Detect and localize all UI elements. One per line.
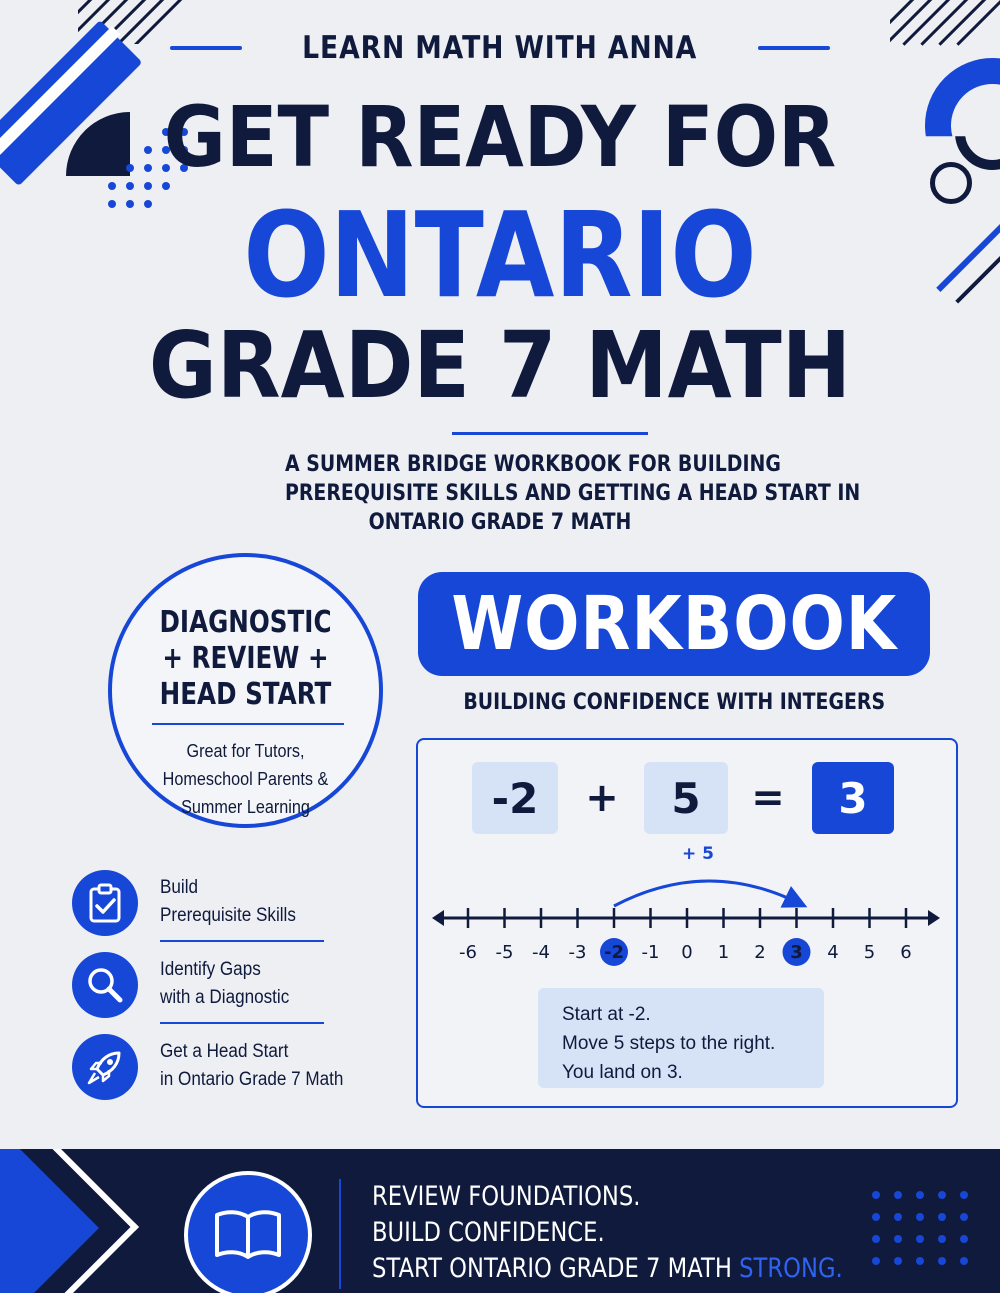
footer-slogan [372,1179,932,1287]
badge-subtext-line: Summer Learning [181,797,310,817]
decoration-dot [872,1257,880,1265]
explanation-line: Move 5 steps to the right. [562,1033,776,1054]
number-line-arrow-left [432,910,444,926]
equation-operand-a: -2 [472,762,558,834]
equation-plus: + [585,775,619,821]
feature-text-line: with a Diagnostic [160,987,290,1008]
equation-operand-b: 5 [644,762,728,834]
title-divider [452,432,648,435]
decoration-dot [894,1257,902,1265]
number-line [428,870,948,980]
decoration-dot [916,1213,924,1221]
footer-banner [0,1149,1000,1293]
badge-heading-line: HEAD START [159,677,332,712]
chevron-outline-decoration [0,1149,139,1293]
decoration-dot [916,1191,924,1199]
decoration-dot [916,1257,924,1265]
decoration-dot [938,1257,946,1265]
title-line-2: ONTARIO [243,186,757,324]
number-line-tick-label: -2 [604,942,624,963]
explanation-line: You land on 3. [562,1062,683,1083]
number-line-tick-label: 3 [790,942,803,963]
title-line-3: GRADE 7 MATH [148,312,852,419]
number-line-tick-label: 0 [681,942,693,963]
decoration-dot [960,1191,968,1199]
title-line-1: GET READY FOR [163,88,837,186]
rocket-icon [72,1034,138,1100]
badge-subtext [112,737,379,821]
magnifier-icon [72,952,138,1018]
decoration-dot [872,1213,880,1221]
footer-line-3-prefix: START ONTARIO GRADE 7 MATH [372,1253,740,1284]
decoration-dot [938,1235,946,1243]
badge-subtext-line: Great for Tutors, [186,741,305,761]
decoration-dot [894,1213,902,1221]
decoration-dot [894,1235,902,1243]
footer-line-2: BUILD CONFIDENCE. [372,1217,605,1248]
number-line-tick-label: 6 [900,942,912,963]
subtitle-line: PREREQUISITE SKILLS AND GETTING A HEAD START IN [285,481,861,506]
jump-label: + 5 [682,844,714,864]
footer-divider [339,1179,341,1289]
feature-text-line: Identify Gaps [160,959,261,980]
decoration-dot [960,1257,968,1265]
number-line-arrow-right [928,910,940,926]
workbook-label: WORKBOOK [451,581,897,667]
explanation-box [538,988,824,1088]
badge-divider [152,723,344,725]
open-book-icon [184,1171,312,1293]
subtitle-line: ONTARIO GRADE 7 MATH [368,510,632,535]
feature-divider [160,940,324,942]
feature-text [160,874,311,930]
footer-line-1: REVIEW FOUNDATIONS. [372,1181,641,1212]
slash-decoration [936,210,1000,292]
feature-item-diagnostic [72,952,332,1022]
brand-row [0,30,1000,66]
feature-badge [108,553,383,828]
number-line-tick-label: -3 [568,942,587,963]
decoration-dot [872,1235,880,1243]
feature-item-prerequisite [72,870,332,940]
feature-text-line: in Ontario Grade 7 Math [160,1069,344,1090]
badge-subtext-line: Homeschool Parents & [162,769,329,789]
number-line-tick-label: -5 [495,942,514,963]
jump-arc [614,881,797,906]
workbook-subtitle [418,690,930,715]
badge-heading-line: DIAGNOSTIC [159,605,332,640]
subtitle-line: A SUMMER BRIDGE WORKBOOK FOR BUILDING [285,452,781,477]
feature-text [160,956,304,1012]
number-line-tick-label: -1 [641,942,660,963]
workbook-subtitle-text: BUILDING CONFIDENCE WITH INTEGERS [463,690,885,715]
integer-example-panel [416,738,958,1108]
decoration-dot [960,1213,968,1221]
decoration-dot [872,1191,880,1199]
footer-line-3 [372,1251,843,1287]
brand-rule-left [170,46,242,50]
number-line-tick-label: -4 [532,942,550,963]
decoration-dot [938,1191,946,1199]
number-line-tick-label: 2 [754,942,766,963]
feature-divider [160,1022,324,1024]
decoration-dot [938,1213,946,1221]
clipboard-check-icon [72,870,138,936]
feature-item-head-start [72,1034,344,1104]
explanation-line: Start at -2. [562,1004,651,1025]
footer-line-3-emphasis: STRONG. [739,1253,843,1284]
badge-heading [112,605,379,713]
number-line-tick-label: 4 [827,942,839,963]
equation-equals: = [751,775,785,821]
equation-result: 3 [812,762,894,834]
dot-grid-decoration-footer [872,1191,982,1281]
feature-text-line: Get a Head Start [160,1041,289,1062]
subtitle [250,450,861,537]
workbook-banner [418,572,930,676]
brand-rule-right [758,46,830,50]
brand-name: LEARN MATH WITH ANNA [302,30,698,66]
decoration-dot [960,1235,968,1243]
number-line-tick-label: 1 [717,942,730,963]
feature-text-line: Prerequisite Skills [160,905,296,926]
decoration-dot [916,1235,924,1243]
feature-text-line: Build [160,877,199,898]
number-line-tick-label: -6 [459,942,477,963]
feature-text [160,1038,364,1094]
number-line-tick-label: 5 [863,942,876,963]
decoration-dot [894,1191,902,1199]
badge-heading-line: + REVIEW + [162,641,329,676]
